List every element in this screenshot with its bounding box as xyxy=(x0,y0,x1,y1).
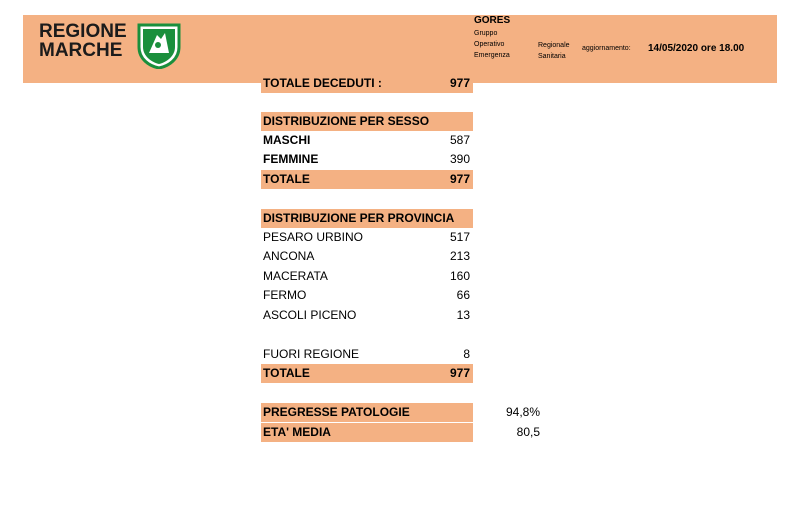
row-label: ASCOLI PICENO xyxy=(263,308,357,322)
fuori-regione-row xyxy=(261,345,473,364)
row-label: MASCHI xyxy=(263,133,311,147)
table-row xyxy=(261,150,473,169)
patologie-value: 94,8% xyxy=(505,405,540,419)
aggiornamento-value: 14/05/2020 ore 18.00 xyxy=(648,43,745,54)
gores-sub-1: Gruppo xyxy=(474,30,498,37)
aggiornamento-label: aggiornamento: xyxy=(582,45,631,52)
logo-line-1: REGIONE xyxy=(39,21,127,42)
row-label: FERMO xyxy=(263,288,307,302)
row-label: MACERATA xyxy=(263,269,328,283)
row-label: TOTALE xyxy=(263,172,310,186)
patologie-row xyxy=(261,403,473,422)
totale-deceduti-row xyxy=(261,74,473,93)
totale-deceduti-label: TOTALE DECEDUTI : xyxy=(263,76,382,90)
table-row xyxy=(261,267,473,286)
row-value: 977 xyxy=(449,172,470,186)
eta-media-label: ETA' MEDIA xyxy=(263,425,331,439)
row-value: 587 xyxy=(449,133,470,147)
table-row xyxy=(261,247,473,266)
sesso-totale-row xyxy=(261,170,473,189)
gores-subtitle xyxy=(474,28,510,61)
row-value: 8 xyxy=(463,347,470,361)
row-label: TOTALE xyxy=(263,366,310,380)
table-row xyxy=(261,228,473,247)
row-value: 160 xyxy=(449,269,470,283)
row-value: 66 xyxy=(456,288,470,302)
gores-sub-2: Operativo xyxy=(474,41,505,48)
table-row xyxy=(261,306,473,325)
regionale-subtitle xyxy=(538,40,570,62)
table-row xyxy=(261,286,473,305)
sesso-title xyxy=(261,112,473,131)
row-value: 977 xyxy=(449,366,470,380)
row-value: 13 xyxy=(456,308,470,322)
gores-title: GORES xyxy=(474,15,511,26)
regionale-sub-1: Regionale xyxy=(538,42,570,49)
regionale-sub-2: Sanitaria xyxy=(538,53,566,60)
regione-marche-shield-icon xyxy=(137,23,181,69)
table-row xyxy=(261,131,473,150)
row-label: FEMMINE xyxy=(263,152,319,166)
regione-marche-logo-text xyxy=(39,22,127,60)
logo-line-2: MARCHE xyxy=(39,40,123,61)
eta-media-value: 80,5 xyxy=(516,425,540,439)
eta-media-row xyxy=(261,423,473,442)
row-label: FUORI REGIONE xyxy=(263,347,360,361)
header-banner xyxy=(23,15,777,83)
row-label: ANCONA xyxy=(263,249,315,263)
sesso-title-label: DISTRIBUZIONE PER SESSO xyxy=(263,114,430,128)
row-value: 213 xyxy=(449,249,470,263)
provincia-totale-row xyxy=(261,364,473,383)
totale-deceduti-value: 977 xyxy=(449,76,470,90)
row-value: 390 xyxy=(449,152,470,166)
gores-sub-3: Emergenza xyxy=(474,52,510,59)
provincia-title-label: DISTRIBUZIONE PER PROVINCIA xyxy=(263,211,455,225)
provincia-title xyxy=(261,209,473,228)
row-label: PESARO URBINO xyxy=(263,230,364,244)
patologie-label: PREGRESSE PATOLOGIE xyxy=(263,405,410,419)
row-value: 517 xyxy=(449,230,470,244)
